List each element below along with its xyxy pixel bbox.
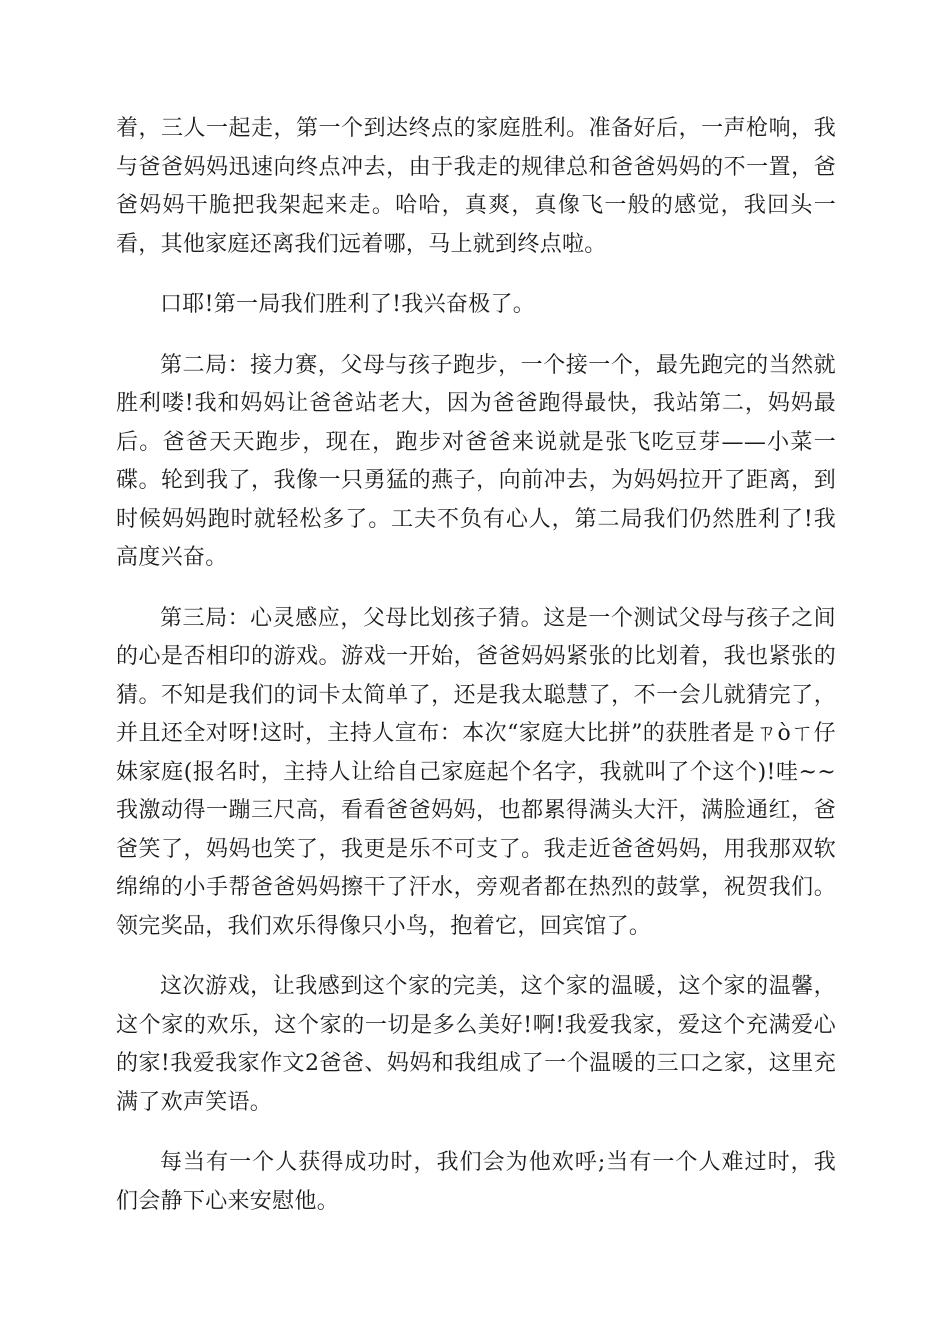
paragraph-4: 第三局：心灵感应，父母比划孩子猜。这是一个测试父母与孩子之间的心是否相印的游戏。游戏一开始，爸爸妈妈紧张的比划着，我也紧张的猜。不知是我们的词卡太简单了，还是我太聪慧了，不一会儿就猜完了，并且还全对呀!这时，主持人宣布：本次“家庭大比拼”的获胜者是ㄗòㄒ仔妹家庭(报名时，主持人让给自己家庭起个名字，我就叫了个这个)!哇~~我激动得一蹦三尺高，看看爸爸妈妈，也都累得满头大汗，满脸通红，爸爸笑了，妈妈也笑了，我更是乐不可支了。我走近爸爸妈妈，用我那双软绵绵的小手帮爸爸妈妈擦干了汗水，旁观者都在热烈的鼓掌，祝贺我们。领完奖品，我们欢乐得像只小鸟，抱着它，回宾馆了。 — [116, 605, 836, 939]
paragraph-6: 每当有一个人获得成功时，我们会为他欢呼;当有一个人难过时，我们会静下心来安慰他。 — [116, 1150, 836, 1214]
paragraph-5: 这次游戏，让我感到这个家的完美，这个家的温暖，这个家的温馨，这个家的欢乐，这个家的一切是多么美好!啊!我爱我家，爱这个充满爱心的家!我爱我家作文2爸爸、妈妈和我组成了一个温暖的三口之家，这里充满了欢声笑语。 — [116, 974, 836, 1115]
paragraph-3: 第二局：接力赛，父母与孩子跑步，一个接一个，最先跑完的当然就胜利喽!我和妈妈让爸爸站老大，因为爸爸跑得最快，我站第二，妈妈最后。爸爸天天跑步，现在，跑步对爸爸来说就是张飞吃豆芽——小菜一碟。轮到我了，我像一只勇猛的燕子，向前冲去，为妈妈拉开了距离，到时候妈妈跑时就轻松多了。工夫不负有心人，第二局我们仍然胜利了!我高度兴奋。 — [116, 352, 836, 570]
paragraph-2: 口耶!第一局我们胜利了!我兴奋极了。 — [160, 292, 536, 317]
paragraph-1: 着，三人一起走，第一个到达终点的家庭胜利。准备好后，一声枪响，我与爸爸妈妈迅速向终点冲去，由于我走的规律总和爸爸妈妈的不一置，爸爸妈妈干脆把我架起来走。哈哈，真爽，真像飞一般的感觉，我回头一看，其他家庭还离我们远着哪，马上就到终点啦。 — [116, 116, 836, 257]
document-body — [116, 110, 836, 1243]
